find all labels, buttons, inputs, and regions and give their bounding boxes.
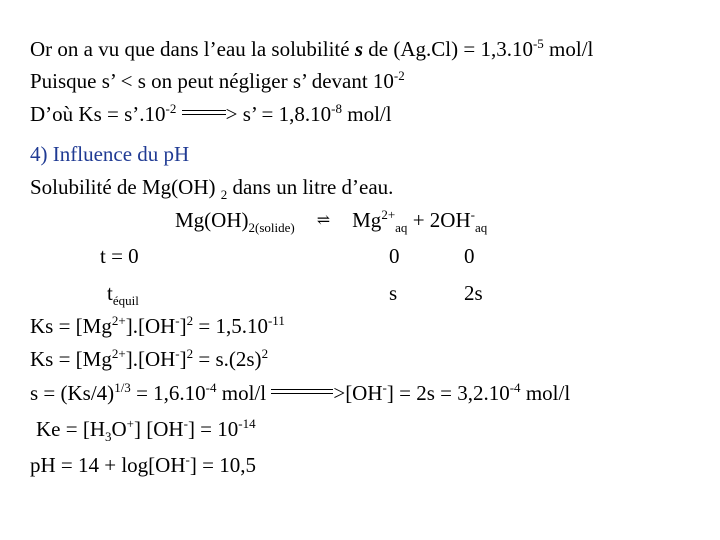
s-variable: s [354, 37, 364, 61]
line-ks-value: $Ks = [Mg^{2+}].[OH^-]^2 = 1,5.10^{-11}$ [30, 313, 285, 338]
equilibrium-equation: $Mg(OH)_{2(solide)}$ ⇌ $Mg^{2+}_{aq} + 2OH^-_{aq}$ [175, 207, 488, 235]
row-t0-label: t = 0 [100, 244, 139, 268]
row-t0-mg: 0 [389, 244, 400, 268]
line-solubility-agcl: Or on a vu que dans l’eau la solubilité s de $(Ag.Cl) = 1,3.10^{-5}$ mol/l [30, 36, 594, 61]
line-ph: pH = 14 + log[OH-] = 10,5 [30, 452, 256, 477]
section-heading-ph: 4) Influence du pH [30, 142, 190, 166]
line-mgoh2: Solubilité de Mg(OH) $_2$ dans un litre d’eau. [30, 175, 394, 202]
row-tequil-label: $t_{équil}$ [107, 281, 139, 308]
implies-arrow-icon [182, 109, 226, 117]
row-t0-oh: 0 [464, 244, 475, 268]
implies-arrow-icon [271, 388, 333, 396]
row-tequil-oh: 2s [464, 281, 483, 305]
line-ke: $Ke = [H_3O^+] [OH^-] = 10^{-14}$ [36, 416, 256, 444]
line-neglect: Puisque s’ < s on peut négliger s’ devant $10^{-2}$ [30, 68, 405, 93]
row-tequil-mg: s [389, 281, 398, 305]
line-ks-result: D’où $Ks = s’.10^{-2} > s$’ = $1,8.10^{-8}$ mol/l [30, 101, 392, 126]
line-ks-expression: $Ks = [Mg^{2+}].[OH^-]^2 = s.(2s)^2$ [30, 346, 269, 371]
equilibrium-arrow-icon: ⇌ [316, 212, 331, 229]
line-s-result: $s = (Ks/4)^{1/3} = 1,6.10^{-4}$ $mol/l >[OH^-] = 2s = 3,2.10^{-4}$ mol/l [30, 380, 571, 405]
